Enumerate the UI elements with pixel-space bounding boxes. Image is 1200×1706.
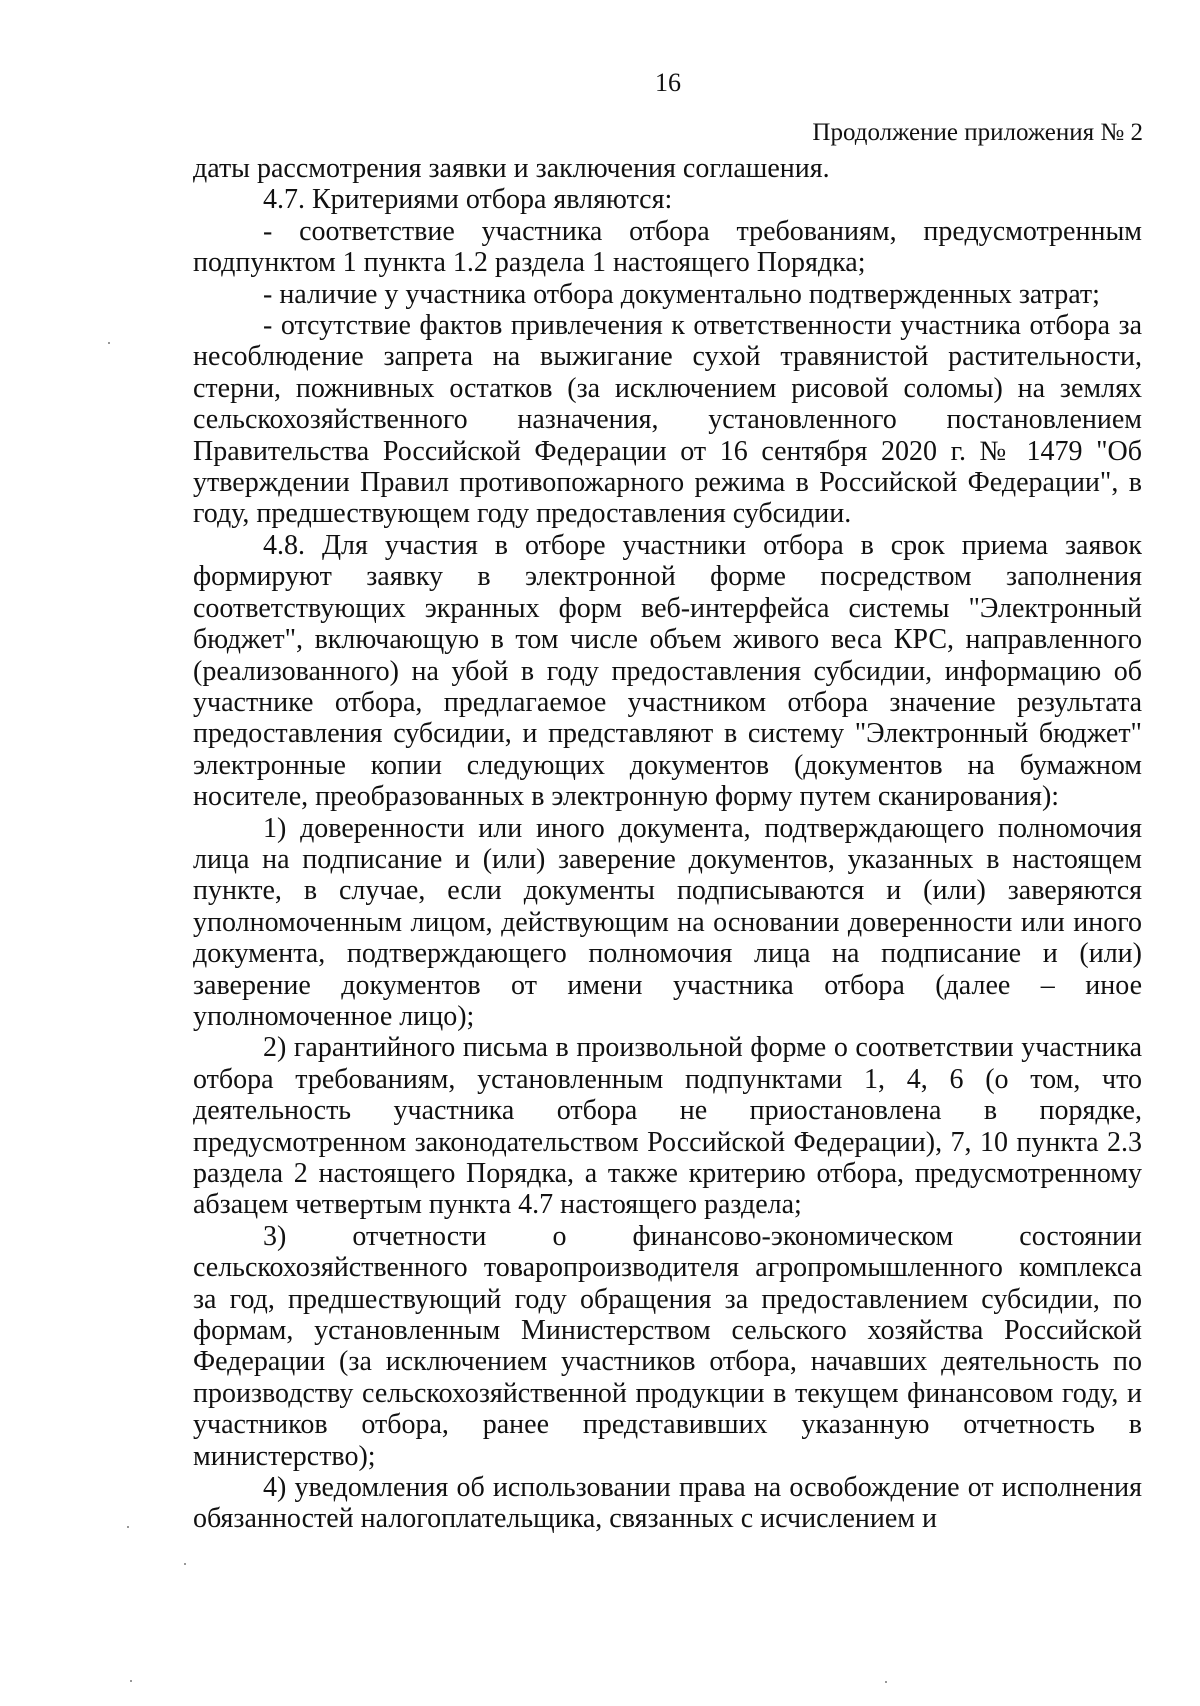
list-item-3-financial-reporting: 3) отчетности о финансово-экономическом состоянии сельскохозяйственного товаропроизводителя агропромышленного комплекса за год, предшествующий году обращения за предоставлением субсидии, по формам, установленным Министерством сельского хозяйства Российской Федерации (за исключением участников отбора, начавших деятельность по производству сельскохозяйственной продукции в текущем финансовом году, и участников отбора, ранее представивших указанную отчетность в министерство); xyxy=(193,1220,1142,1472)
scan-speck xyxy=(130,1680,132,1682)
paragraph-4-8: 4.8. Для участия в отборе участники отбора в срок приема заявок формируют заявку в электронной форме посредством заполнения соответствующих экранных форм веб-интерфейса системы "Электронный бюджет", включающую в том числе объем живого веса КРС, направленного (реализованного) на убой в году предоставления субсидии, информацию об участнике отбора, предлагаемое участником отбора значение результата предоставления субсидии, и представляют в систему "Электронный бюджет" электронные копии следующих документов (документов на бумажном носителе, преобразованных в электронную форму путем сканирования): xyxy=(193,529,1142,813)
list-item-1-power-of-attorney: 1) доверенности или иного документа, подтверждающего полномочия лица на подписание и (или) заверение документов, указанных в настоящем пункте, в случае, если документы подписываются и (или) заверяются уполномоченным лицом, действующим на основании доверенности или иного документа, подтверждающего полномочия лица на подписание и (или) заверение документов от имени участника отбора (далее – иное уполномоченное лицо); xyxy=(193,812,1142,1032)
paragraph-continuation: даты рассмотрения заявки и заключения соглашения. xyxy=(193,153,830,184)
paragraph-criterion-compliance: - соответствие участника отбора требованиям, предусмотренным подпунктом 1 пункта 1.2 раздела 1 настоящего Порядка; xyxy=(193,215,1142,279)
list-item-2-guarantee-letter: 2) гарантийного письма в произвольной форме о соответствии участника отбора требованиям, установленным подпунктами 1, 4, 6 (о том, что деятельность участника отбора не приостановлена в порядке, предусмотренном законодательством Российской Федерации), 7, 10 пункта 2.3 раздела 2 настоящего Порядка, а также критерию отбора, предусмотренному абзацем четвертым пункта 4.7 настоящего раздела; xyxy=(193,1032,1142,1221)
paragraph-criterion-costs: - наличие у участника отбора документально подтвержденных затрат; xyxy=(263,278,1100,310)
list-item-4-tax-notice: 4) уведомления об использовании права на освобождение от исполнения обязанностей налогоплательщика, связанных с исчислением и xyxy=(193,1472,1142,1535)
appendix-continuation-note: Продолжение приложения № 2 xyxy=(812,119,1143,146)
scan-speck xyxy=(127,1526,129,1528)
scan-speck xyxy=(184,1563,186,1565)
paragraph-4-7-heading: 4.7. Критериями отбора являются: xyxy=(263,184,673,216)
page-number: 16 xyxy=(655,68,681,97)
scan-speck xyxy=(108,342,110,344)
paragraph-criterion-no-violations: - отсутствие фактов привлечения к ответственности участника отбора за несоблюдение запрета на выжигание сухой травянистой растительности, стерни, пожнивных остатков (за исключением рисовой соломы) на землях сельскохозяйственного назначения, установленного постановлением Правительства Российской Федерации от 16 сентября 2020 г. № 1479 "Об утверждении Правил противопожарного режима в Российской Федерации", в году, предшествующем году предоставления субсидии. xyxy=(193,310,1142,530)
scan-speck xyxy=(885,1681,887,1683)
document-body xyxy=(193,153,1142,1535)
